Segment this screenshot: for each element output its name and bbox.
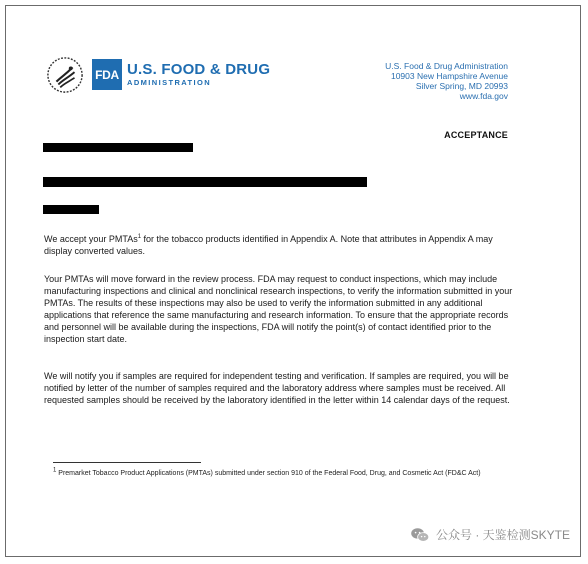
watermark-text: 公众号 · 天鉴检测SKYTE xyxy=(435,528,570,542)
wechat-icon xyxy=(410,527,430,543)
website-link[interactable]: www.fda.gov xyxy=(459,91,508,101)
agency-address xyxy=(385,61,508,101)
address-line: Silver Spring, MD 20993 xyxy=(415,81,508,91)
agency-subtitle: ADMINISTRATION xyxy=(127,78,212,87)
footnote-marker: 1 xyxy=(137,234,142,240)
address-line: U.S. Food & Drug Administration xyxy=(385,61,508,71)
paragraph-acceptance: We accept your PMTAs$^1$ for the tobacco products identified in Appendix A. Note that attributes in Appendix A may display converted values. xyxy=(44,234,493,256)
redacted-recipient-name xyxy=(43,143,193,152)
redacted-recipient-address xyxy=(43,177,367,187)
footnote-divider xyxy=(53,462,201,463)
document-page xyxy=(5,5,581,557)
paragraph-inspections: Your PMTAs will move forward in the review process. FDA may request to conduct inspections, which may include manufacturing inspections and clinical and nonclinical research inspections, to verify the information submitted in your PMTAs. The results of these inspections may also be used to verify the information submitted in any additional applications that reference the same manufacturing and research information. To ensure that the appropriate records and personnel will be available during the inspections, FDA will notify the point(s) of contact identified prior to the inspection start date. xyxy=(44,274,513,344)
agency-name: U.S. FOOD & DRUG xyxy=(127,61,271,78)
letter-heading: ACCEPTANCE xyxy=(444,130,508,140)
footnote: $^1$ Premarket Tobacco Product Applications (PMTAs) submitted under section 910 of the Federal Food, Drug, and Cosmetic Act (FD&C Act) xyxy=(53,467,481,477)
paragraph-samples: We will notify you if samples are required for independent testing and verification. If samples are required, you will be notified by letter of the number of samples required and the laboratory address where samples must be received. All requested samples should be received by the laboratory identified in the letter within 14 calendar days of the request. xyxy=(44,371,510,405)
redacted-salutation xyxy=(43,205,99,214)
watermark xyxy=(410,526,570,543)
hhs-seal-icon xyxy=(46,56,84,94)
address-line: 10903 New Hampshire Avenue xyxy=(390,71,508,81)
fda-logo: FDA xyxy=(92,59,122,90)
